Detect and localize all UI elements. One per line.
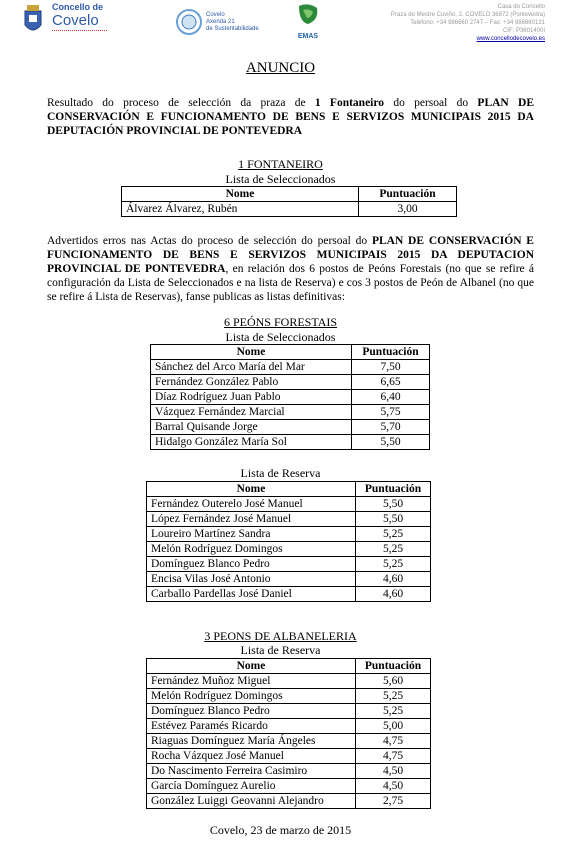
row-name: Fernández Outerelo José Manuel bbox=[147, 497, 356, 512]
row-score: 5,60 bbox=[356, 674, 431, 689]
row-score: 2,75 bbox=[356, 794, 431, 809]
row-name: Melón Rodríguez Domingos bbox=[147, 689, 356, 704]
table-forestais-reserve bbox=[146, 481, 431, 602]
table-row bbox=[147, 587, 431, 602]
row-name: Encisa Vilas José Antonio bbox=[147, 572, 356, 587]
row-score: 4,75 bbox=[356, 734, 431, 749]
row-score: 5,50 bbox=[356, 497, 431, 512]
page-title: ANUNCIO bbox=[245, 60, 316, 76]
table-row bbox=[147, 572, 431, 587]
row-score: 5,25 bbox=[356, 689, 431, 704]
row-score: 6,40 bbox=[352, 390, 430, 405]
svg-text:EMAS: EMAS bbox=[297, 33, 319, 40]
table-row bbox=[147, 527, 431, 542]
table-row bbox=[151, 405, 430, 420]
table-row bbox=[147, 542, 431, 557]
row-score: 5,50 bbox=[356, 512, 431, 527]
letterhead bbox=[0, 0, 561, 48]
col-score: Puntuación bbox=[356, 659, 431, 674]
col-score: Puntuación bbox=[359, 187, 457, 202]
sustainability-logo-text: Covelo Axenda 21 de Sustentabilidade bbox=[206, 12, 259, 32]
table-row bbox=[147, 749, 431, 764]
row-name: González Luiggi Geovanni Alejandro bbox=[147, 794, 356, 809]
row-score: 5,25 bbox=[356, 557, 431, 572]
row-score: 5,25 bbox=[356, 542, 431, 557]
row-name: Vázquez Fernández Marcial bbox=[151, 405, 352, 420]
section-heading-peons-forestais: 6 PEÓNS FORESTAIS bbox=[223, 315, 338, 329]
row-name: Estévez Paramés Ricardo bbox=[147, 719, 356, 734]
list-title: Lista de Seleccionados bbox=[225, 330, 336, 344]
row-name: Álvarez Álvarez, Rubén bbox=[122, 202, 359, 217]
table-row bbox=[147, 704, 431, 719]
row-name: López Fernández José Manuel bbox=[147, 512, 356, 527]
table-row bbox=[151, 375, 430, 390]
row-name: Riaguas Domínguez María Ángeles bbox=[147, 734, 356, 749]
section-heading-fontaneiro: 1 FONTANEIRO bbox=[238, 157, 323, 171]
row-name: García Domínguez Aurelio bbox=[147, 779, 356, 794]
col-name: Nome bbox=[122, 187, 359, 202]
row-score: 5,25 bbox=[356, 527, 431, 542]
row-name: Rocha Vázquez José Manuel bbox=[147, 749, 356, 764]
row-score: 5,75 bbox=[352, 405, 430, 420]
table-row bbox=[122, 202, 457, 217]
emas-logo-icon bbox=[293, 2, 323, 42]
row-name: Domínguez Blanco Pedro bbox=[147, 704, 356, 719]
table-fontaneiro-selected bbox=[121, 186, 457, 217]
section-heading-albaneleria: 3 PEONS DE ALBANELERIA bbox=[204, 629, 357, 643]
list-title: Lista de Reserva bbox=[240, 643, 321, 657]
logo-underline bbox=[52, 30, 107, 34]
row-name: Domínguez Blanco Pedro bbox=[147, 557, 356, 572]
table-row bbox=[147, 512, 431, 527]
row-score: 4,60 bbox=[356, 587, 431, 602]
row-score: 6,65 bbox=[352, 375, 430, 390]
row-score: 4,50 bbox=[356, 779, 431, 794]
row-name: Fernández González Pablo bbox=[151, 375, 352, 390]
row-score: 4,60 bbox=[356, 572, 431, 587]
logo-text-top: Concello de bbox=[52, 2, 104, 12]
row-name: Díaz Rodríguez Juan Pablo bbox=[151, 390, 352, 405]
table-forestais-selected bbox=[150, 344, 430, 450]
website-link[interactable]: www.concellodecovelo.es bbox=[476, 36, 545, 42]
coat-of-arms-icon bbox=[22, 3, 44, 37]
table-row bbox=[151, 390, 430, 405]
col-name: Nome bbox=[147, 482, 356, 497]
row-name: Melón Rodríguez Domingos bbox=[147, 542, 356, 557]
table-row bbox=[147, 719, 431, 734]
intro-paragraph: Resultado do proceso de selección da praza de 1 Fontaneiro do persoal do PLAN DE CONSERVACIÓN E FUNCIONAMENTO DE BENS E SERVIZOS MUNICIPAIS 2015 DA DEPUTACIÓN PROVINCIAL DE PONTEVEDRA bbox=[47, 97, 534, 137]
col-name: Nome bbox=[147, 659, 356, 674]
row-name: Barral Quisande Jorge bbox=[151, 420, 352, 435]
row-score: 5,70 bbox=[352, 420, 430, 435]
row-name: Do Nascimento Ferreira Casimiro bbox=[147, 764, 356, 779]
table-row bbox=[147, 779, 431, 794]
row-name: Loureiro Martínez Sandra bbox=[147, 527, 356, 542]
table-row bbox=[151, 360, 430, 375]
row-score: 4,50 bbox=[356, 764, 431, 779]
logo-text-main: Covelo bbox=[52, 12, 99, 29]
table-row bbox=[151, 435, 430, 450]
row-score: 4,75 bbox=[356, 749, 431, 764]
row-score: 7,50 bbox=[352, 360, 430, 375]
row-name: Carballo Pardellas José Daniel bbox=[147, 587, 356, 602]
date-footer: Covelo, 23 de marzo de 2015 bbox=[209, 823, 352, 837]
table-row bbox=[147, 557, 431, 572]
list-title: Lista de Seleccionados bbox=[225, 172, 336, 186]
row-score: 5,50 bbox=[352, 435, 430, 450]
table-row bbox=[147, 497, 431, 512]
row-score: 3,00 bbox=[359, 202, 457, 217]
row-name: Hidalgo González María Sol bbox=[151, 435, 352, 450]
table-albaneleria-reserve bbox=[146, 658, 431, 809]
col-name: Nome bbox=[151, 345, 352, 360]
table-row bbox=[147, 689, 431, 704]
table-row bbox=[147, 764, 431, 779]
row-score: 5,25 bbox=[356, 704, 431, 719]
row-name: Sánchez del Arco María del Mar bbox=[151, 360, 352, 375]
notice-paragraph: Advertidos erros nas Actas do proceso de selección do persoal do PLAN DE CONSERVACIÓN E FUNCIONAMENTO DE BENS E SERVIZOS MUNICIPAIS 2015 DA DEPUTACION PROVINCIAL DE PONTEVEDRA, en relación dos 6 postos de Peóns Forestais (no que se refire á configuración da Lista de Seleccionados e na lista de Reserva) e cos 3 postos de Peón de Albanel (no que se refire á Lista de Reservas), fanse publicas as listas definitivas: bbox=[47, 235, 534, 303]
row-score: 5,00 bbox=[356, 719, 431, 734]
table-row bbox=[147, 674, 431, 689]
col-score: Puntuación bbox=[356, 482, 431, 497]
sustainability-logo-icon bbox=[176, 9, 202, 35]
row-name: Fernández Muñoz Miguel bbox=[147, 674, 356, 689]
col-score: Puntuación bbox=[352, 345, 430, 360]
table-row bbox=[147, 734, 431, 749]
table-row bbox=[147, 794, 431, 809]
table-row bbox=[151, 420, 430, 435]
address-block: Casa do Concello Praza do Mestre Cuviño, 2. COVELO 36872 (Pontevedra) Teléfono: +34 986660 2747 – Fax: +34 986660131 CIF: P3601400I www.concellodecovelo.es bbox=[355, 3, 545, 43]
reserve-title: Lista de Reserva bbox=[240, 466, 321, 480]
